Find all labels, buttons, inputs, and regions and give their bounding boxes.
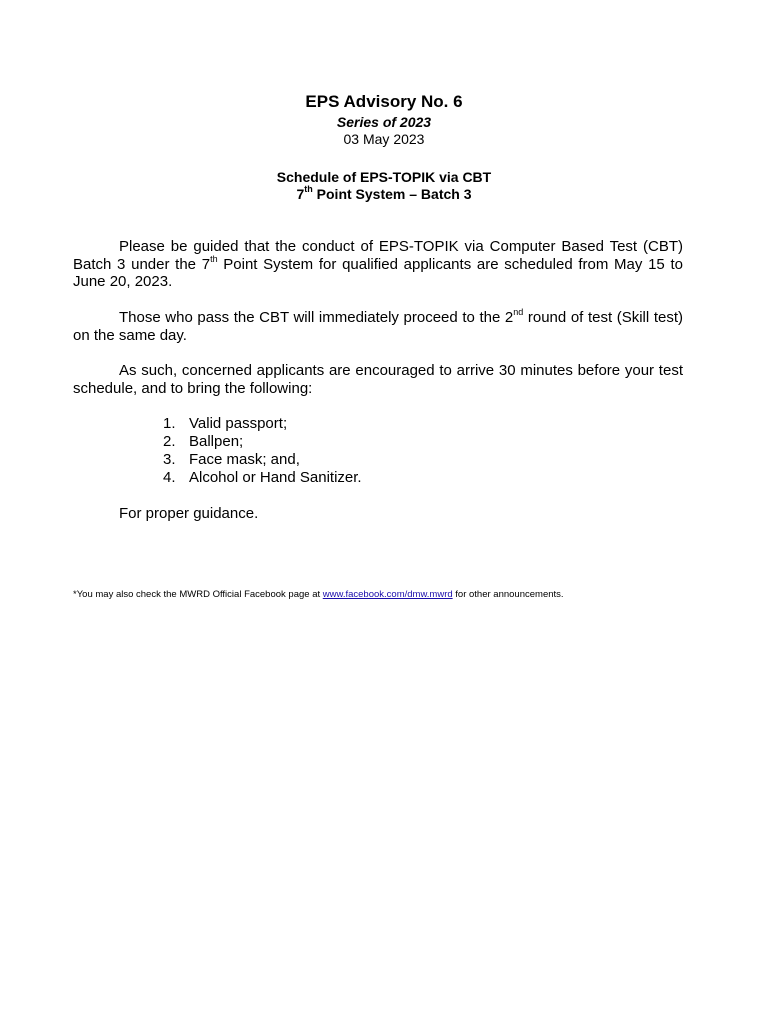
list-item: [163, 469, 362, 487]
footnote: [73, 589, 564, 601]
list-item-text: Ballpen;: [189, 433, 244, 450]
list-item-number: 1.: [163, 415, 176, 432]
paragraph-schedule-sup: th: [210, 253, 218, 264]
paragraph-skill-test: [73, 309, 683, 344]
subject-line-2-prefix: 7: [296, 186, 305, 202]
paragraph-skill-test-a: Those who pass the CBT will immediately proceed to the 2: [119, 309, 514, 326]
paragraph-schedule-a: Please be guided that the conduct of EPS-TOPIK via Computer Based Test (CBT) Batch 3 under the 7: [73, 238, 683, 273]
paragraph-arrival: As such, concerned applicants are encouraged to arrive 30 minutes before your test schedule, and to bring the following:: [73, 362, 683, 397]
list-item: [163, 451, 362, 469]
subject-line-1: Schedule of EPS-TOPIK via CBT: [276, 169, 492, 185]
requirements-list: [163, 415, 362, 487]
list-item: [163, 415, 362, 433]
footnote-prefix: *You may also check the MWRD Official Facebook page at: [73, 589, 323, 600]
paragraph-schedule: [73, 238, 683, 291]
list-item: [163, 433, 362, 451]
closing-line: For proper guidance.: [119, 505, 259, 522]
list-item-text: Valid passport;: [189, 415, 288, 432]
paragraph-skill-test-sup: nd: [513, 307, 524, 317]
list-item-text: Alcohol or Hand Sanitizer.: [189, 469, 362, 486]
advisory-date: 03 May 2023: [343, 131, 425, 147]
footnote-suffix: for other announcements.: [452, 589, 564, 600]
paragraph-schedule-b: Point System for qualified applicants are scheduled from May 15 to June 20, 2023.: [73, 255, 683, 290]
list-item-number: 4.: [163, 469, 176, 486]
subject-line-2-sup: th: [304, 184, 313, 195]
list-item-number: 2.: [163, 433, 176, 450]
paragraph-skill-test-b: round of test (Skill test) on the same day.: [73, 309, 683, 344]
list-item-text: Face mask; and,: [189, 451, 300, 468]
advisory-series: Series of 2023: [336, 114, 432, 130]
advisory-title: EPS Advisory No. 6: [305, 92, 463, 111]
facebook-link[interactable]: www.facebook.com/dmw.mwrd: [322, 589, 453, 600]
subject-line-2-suffix: Point System – Batch 3: [312, 186, 472, 202]
subject-line-2: [0, 185, 768, 203]
list-item-number: 3.: [163, 451, 176, 468]
